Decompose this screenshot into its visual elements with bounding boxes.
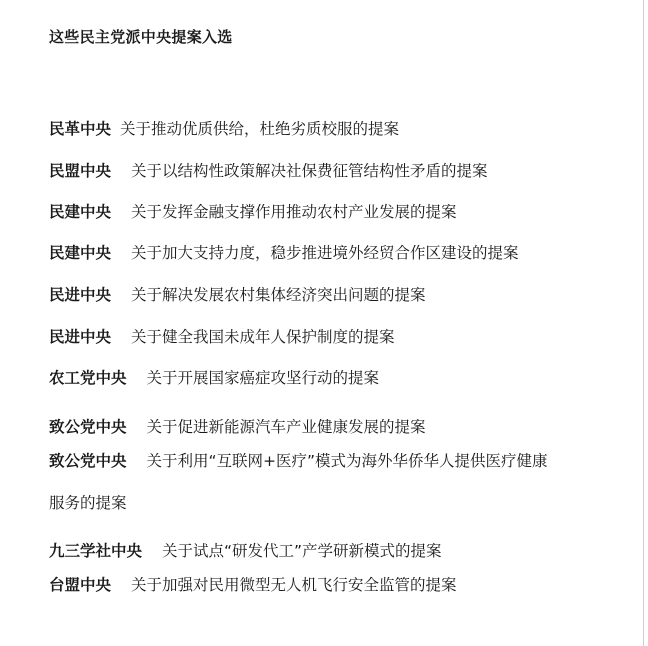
proposal-title: 关于开展国家癌症攻坚行动的提案 (146, 369, 379, 387)
proposal-title-continuation: 服务的提案 (49, 494, 127, 512)
proposal-title: 关于以结构性政策解决社保费征管结构性矛盾的提案 (130, 162, 488, 180)
proposal-title: 关于发挥金融支撑作用推动农村产业发展的提案 (130, 203, 457, 221)
proposal-item (49, 417, 425, 437)
party-name: 民建中央 (49, 244, 112, 262)
proposal-title: 关于试点“研发代工”产学研新模式的提案 (161, 542, 442, 560)
proposal-title: 关于加强对民用微型无人机飞行安全监管的提案 (130, 576, 457, 594)
party-name: 民盟中央 (49, 162, 112, 180)
proposal-item (49, 285, 425, 305)
proposal-item (49, 161, 487, 181)
proposal-item (49, 327, 394, 347)
party-name: 民建中央 (49, 203, 112, 221)
proposal-title: 关于健全我国未成年人保护制度的提案 (130, 328, 395, 346)
party-name: 九三学社中央 (49, 542, 143, 560)
party-name: 致公党中央 (49, 418, 127, 436)
proposal-item (49, 202, 456, 222)
party-name: 民进中央 (49, 328, 112, 346)
proposal-title: 关于解决发展农村集体经济突出问题的提案 (130, 286, 426, 304)
proposal-item (49, 368, 379, 388)
proposal-item (49, 541, 442, 561)
proposal-title: 关于利用“互联网+医疗”模式为海外华侨华人提供医疗健康 (146, 452, 548, 470)
party-name: 民革中央 (49, 120, 112, 138)
proposal-title: 关于促进新能源汽车产业健康发展的提案 (146, 418, 426, 436)
proposal-title: 关于加大支持力度，稳步推进境外经贸合作区建设的提案 (130, 244, 519, 262)
proposal-item (49, 451, 548, 471)
party-name: 致公党中央 (49, 452, 127, 470)
proposal-title: 关于推动优质供给，杜绝劣质校服的提案 (119, 120, 399, 138)
party-name: 民进中央 (49, 286, 112, 304)
party-name: 台盟中央 (49, 576, 112, 594)
proposal-item (49, 575, 456, 595)
party-name: 农工党中央 (49, 369, 127, 387)
proposal-item (49, 243, 518, 263)
proposal-item (49, 119, 399, 139)
page-title: 这些民主党派中央提案入选 (49, 28, 233, 46)
